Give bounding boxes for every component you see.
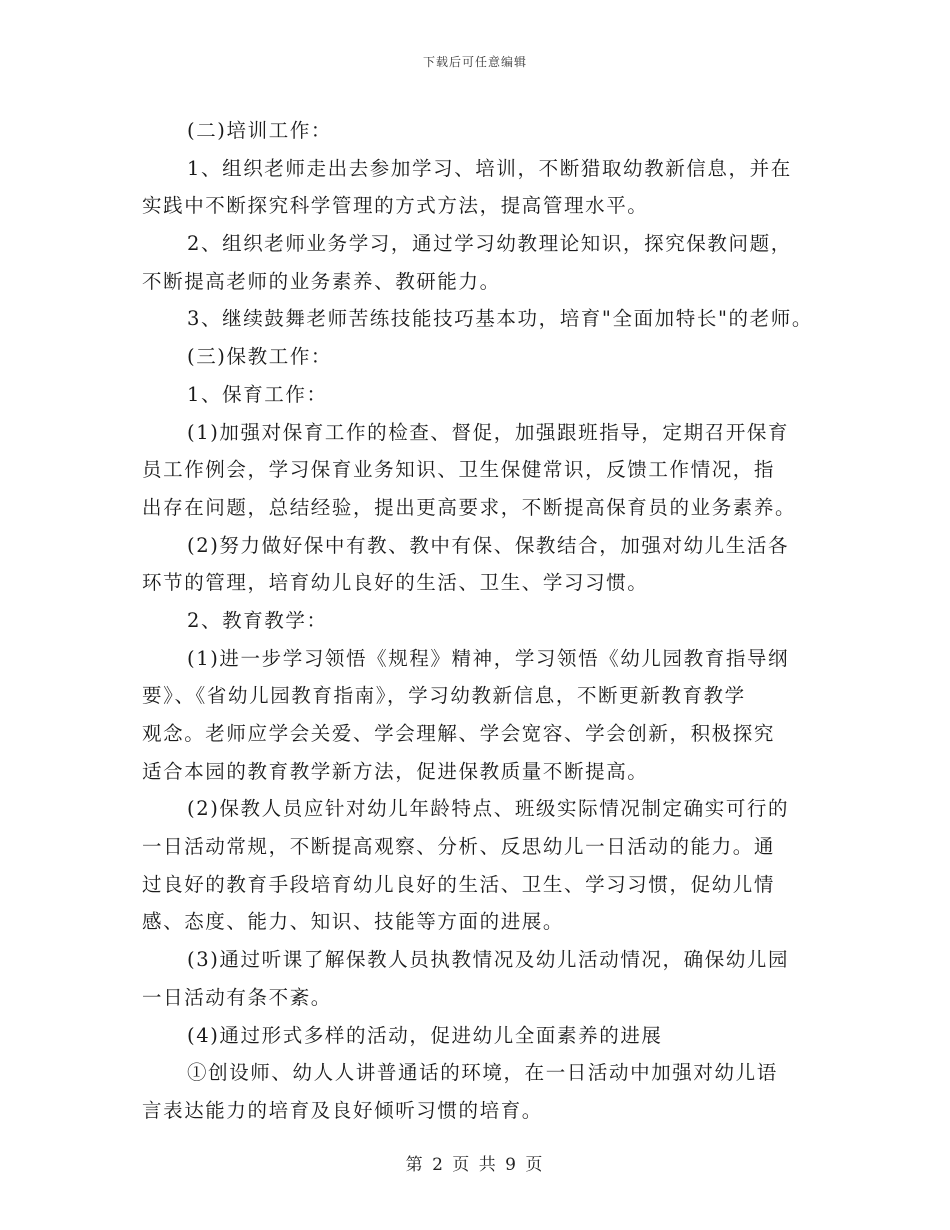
paragraph-line: (4)通过形式多样的活动，促进幼儿全面素养的进展 [187,1023,663,1047]
page-header: 下载后可任意编辑 [422,55,527,69]
paragraph-line: 适合本园的教育教学新方法，促进保教质量不断提高。 [142,759,649,783]
paragraph-line: 过良好的教育手段培育幼儿良好的生活、卫生、学习习惯，促幼儿情 [142,872,776,896]
paragraph-line: (3)通过听课了解保教人员执教情况及幼儿活动情况，确保幼儿园 [187,948,790,972]
subsection-heading-care: 1、保育工作： [187,382,328,406]
paragraph-line: (2)努力做好保中有教、教中有保、保教结合，加强对幼儿生活各 [187,533,790,557]
paragraph-line: ①创设师、幼人人讲普通话的环境，在一日活动中加强对幼儿语 [187,1061,778,1085]
paragraph-line: 1、组织老师走出去参加学习、培训，不断猎取幼教新信息，并在 [187,156,792,180]
section-heading-care-education: (三)保教工作： [187,345,333,369]
paragraph-line: 员工作例会，学习保育业务知识、卫生保健常识，反馈工作情况，指 [142,458,776,482]
section-heading-training: (二)培训工作： [187,119,333,142]
paragraph-line: 2、组织老师业务学习，通过学习幼教理论知识，探究保教问题， [187,232,792,256]
paragraph-line: 3、继续鼓舞老师苦练技能技巧基本功，培育"全面加特长"的老师。 [187,307,813,331]
paragraph-line: 要》、《省幼儿园教育指南》，学习幼教新信息，不断更新教育教学 [142,684,746,708]
paragraph-line: (2)保教人员应针对幼儿年龄特点、班级实际情况制定确实可行的 [187,797,790,821]
paragraph-line: (1)进一步学习领悟《规程》精神，学习领悟《幼儿园教育指导纲 [187,646,790,670]
paragraph-line: 实践中不断探究科学管理的方式方法，提高管理水平。 [142,194,649,218]
paragraph-line: 一日活动有条不紊。 [142,985,332,1009]
subsection-heading-teaching: 2、教育教学： [187,608,328,632]
paragraph-line: 感、态度、能力、知识、技能等方面的进展。 [142,910,565,934]
paragraph-line: 环节的管理，培育幼儿良好的生活、卫生、学习习惯。 [142,571,649,595]
paragraph-line: 出存在问题，总结经验，提出更高要求，不断提高保育员的业务素养。 [142,495,797,519]
paragraph-line: 不断提高老师的业务素养、教研能力。 [142,269,501,293]
paragraph-line: 一日活动常规，不断提高观察、分析、反思幼儿一日活动的能力。通 [142,835,776,859]
page-number-footer: 第 2 页 共 9 页 [405,1155,545,1175]
document-body [142,112,822,1130]
paragraph-line: 观念。老师应学会关爱、学会理解、学会宽容、学会创新，积极探究 [142,722,776,745]
paragraph-line: (1)加强对保育工作的检查、督促，加强跟班指导，定期召开保育 [187,420,790,444]
paragraph-line: 言表达能力的培育及良好倾听习惯的培育。 [142,1098,543,1122]
